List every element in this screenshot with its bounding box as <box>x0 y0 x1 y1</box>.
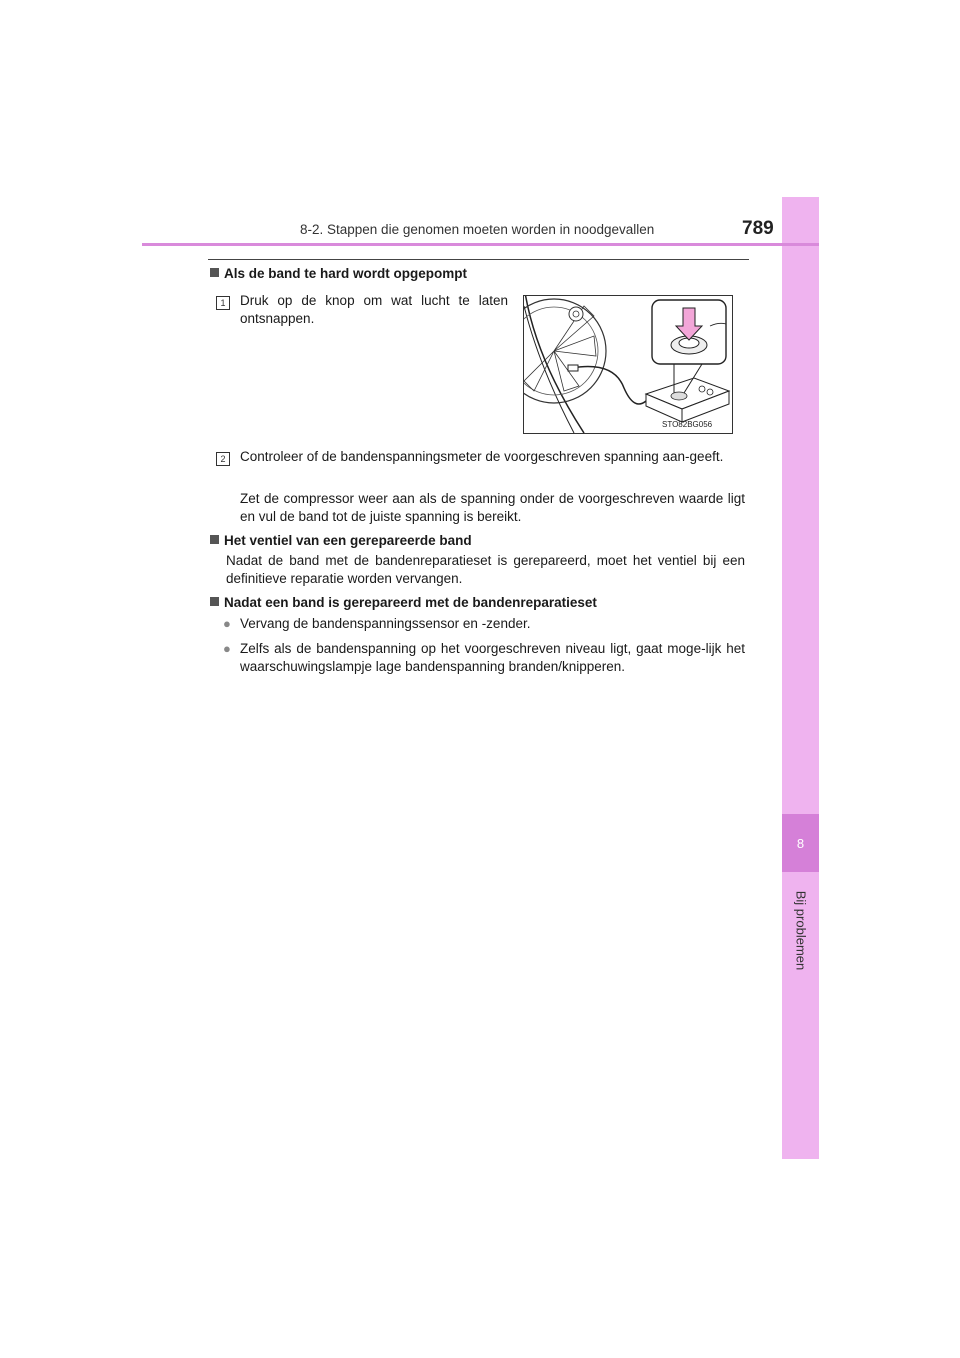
list-item-text: Vervang de bandenspanningssensor en -zender. <box>240 616 531 631</box>
compressor-illustration <box>523 295 733 434</box>
list-item <box>223 615 745 633</box>
tire-compressor-drawing <box>524 296 732 433</box>
header-divider <box>142 243 819 246</box>
step-2-marker: 2 <box>216 452 230 466</box>
heading-valve <box>210 533 472 548</box>
heading-valve-text: Het ventiel van een gerepareerde band <box>224 533 472 548</box>
step-2-text: Controleer of de bandenspanningsmeter de voorgeschreven spanning aan-geeft. <box>240 449 724 464</box>
heading-after-repair <box>210 595 597 610</box>
page-number: 789 <box>742 218 774 239</box>
list-item-text: Zelfs als de bandenspanning op het voorgeschreven niveau ligt, gaat moge-lijk het waarschuwingslampje lage bandenspanning branden/knipperen. <box>240 641 745 674</box>
figure-code: STO82BG056 <box>662 420 713 429</box>
bullet-dot-icon: ● <box>223 641 231 656</box>
list-item <box>223 640 745 675</box>
chapter-title <box>782 880 819 980</box>
heading-after-repair-text: Nadat een band is gerepareerd met de bandenreparatieset <box>224 595 597 610</box>
heading-overinflated <box>210 266 467 281</box>
square-bullet-icon <box>210 268 219 277</box>
square-bullet-icon <box>210 597 219 606</box>
section-rule <box>208 259 749 260</box>
section-title: 8-2. Stappen die genomen moeten worden in noodgevallen <box>300 222 655 237</box>
step-1-marker: 1 <box>216 296 230 310</box>
chapter-side-tab <box>782 197 819 1159</box>
step-1-text: Druk op de knop om wat lucht te laten ontsnappen. <box>240 293 508 326</box>
step-2-note: Zet de compressor weer aan als de spanning onder de voorgeschreven waarde ligt en vul de band tot de juiste spanning is bereikt. <box>240 491 745 524</box>
chapter-title-text: Bij problemen <box>793 890 808 970</box>
square-bullet-icon <box>210 535 219 544</box>
heading-overinflated-text: Als de band te hard wordt opgepompt <box>224 266 467 281</box>
chapter-number: 8 <box>782 814 819 872</box>
bullet-dot-icon: ● <box>223 616 231 631</box>
valve-paragraph: Nadat de band met de bandenreparatieset is gerepareerd, moet het ventiel bij een definitieve reparatie worden vervangen. <box>226 553 745 586</box>
